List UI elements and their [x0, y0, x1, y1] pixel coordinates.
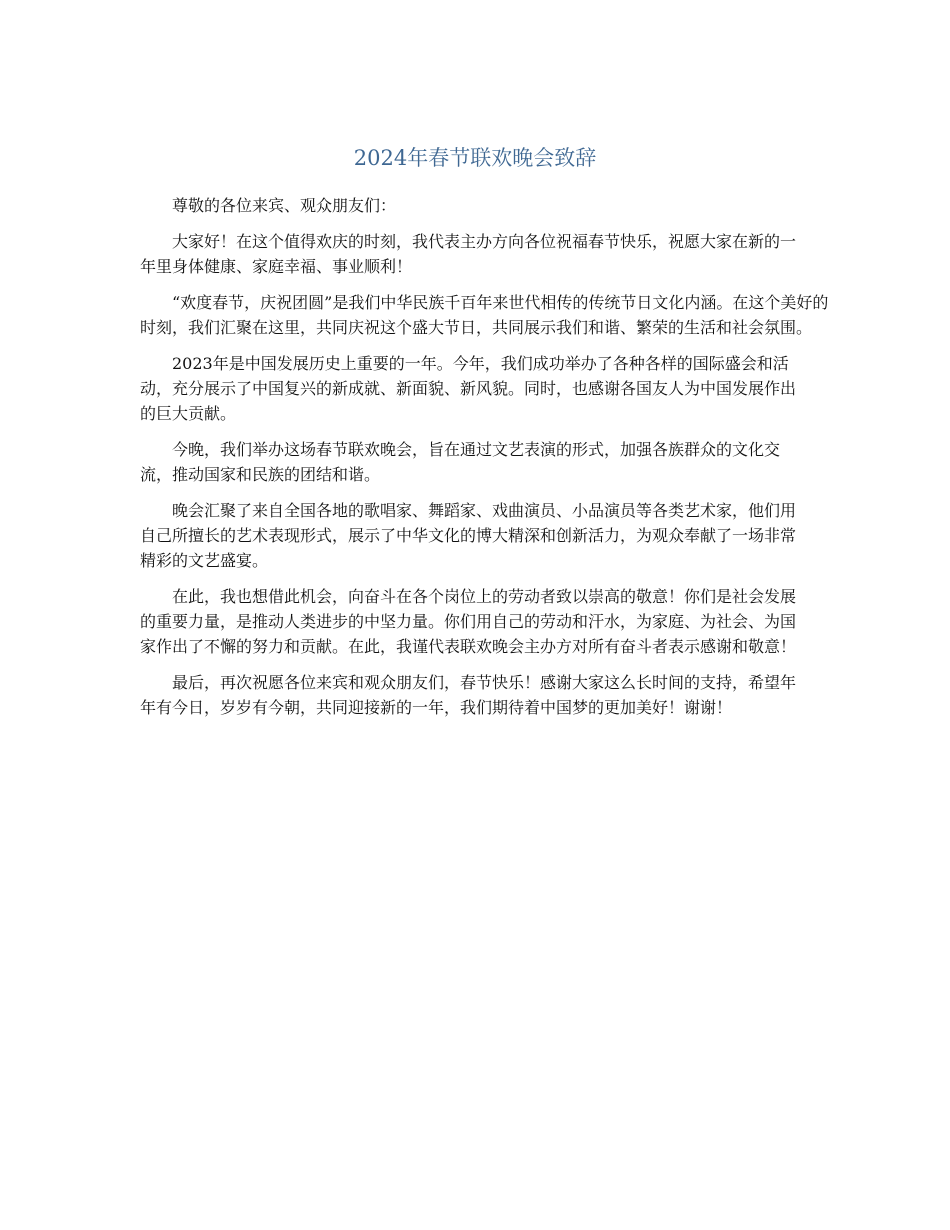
closing-paragraph: 最后，再次祝愿各位来宾和观众朋友们，春节快乐！感谢大家这么长时间的支持，希望年年有今日，岁岁有今朝，共同迎接新的一年，我们期待着中国梦的更加美好！谢谢！: [140, 673, 797, 717]
salutation-paragraph: 尊敬的各位来宾、观众朋友们：: [172, 196, 397, 215]
performers-paragraph: 晚会汇聚了来自全国各地的歌唱家、舞蹈家、戏曲演员、小品演员等各类艺术家，他们用自己所擅长的艺术表现形式，展示了中华文化的博大精深和创新活力，为观众奉献了一场非常精彩的文艺盛宴。: [140, 501, 797, 570]
document-body: [140, 193, 830, 731]
workers-tribute-paragraph: 在此，我也想借此机会，向奋斗在各个岗位上的劳动者致以崇高的敬意！你们是社会发展的重要力量，是推动人类进步的中坚力量。你们用自己的劳动和汗水，为家庭、为社会、为国家作出了不懈的努力和贡献。在此，我谨代表联欢晚会主办方对所有奋斗者表示感谢和敬意！: [140, 587, 797, 656]
festival-meaning-paragraph: “欢度春节，庆祝团圆”是我们中华民族千百年来世代相传的传统节日文化内涵。在这个美好的时刻，我们汇聚在这里，共同庆祝这个盛大节日，共同展示我们和谐、繁荣的生活和社会氛围。: [140, 293, 829, 337]
gala-purpose-paragraph: 今晚，我们举办这场春节联欢晚会，旨在通过文艺表演的形式，加强各族群众的文化交流，推动国家和民族的团结和谐。: [140, 440, 781, 484]
document-title: 2024年春节联欢晚会致辞: [353, 146, 597, 170]
year-review-paragraph: 2023年是中国发展历史上重要的一年。今年，我们成功举办了各种各样的国际盛会和活动，充分展示了中国复兴的新成就、新面貌、新风貌。同时，也感谢各国友人为中国发展作出的巨大贡献。: [140, 354, 797, 423]
greeting-paragraph: 大家好！在这个值得欢庆的时刻，我代表主办方向各位祝福春节快乐，祝愿大家在新的一年里身体健康、家庭幸福、事业顺利！: [140, 232, 797, 276]
